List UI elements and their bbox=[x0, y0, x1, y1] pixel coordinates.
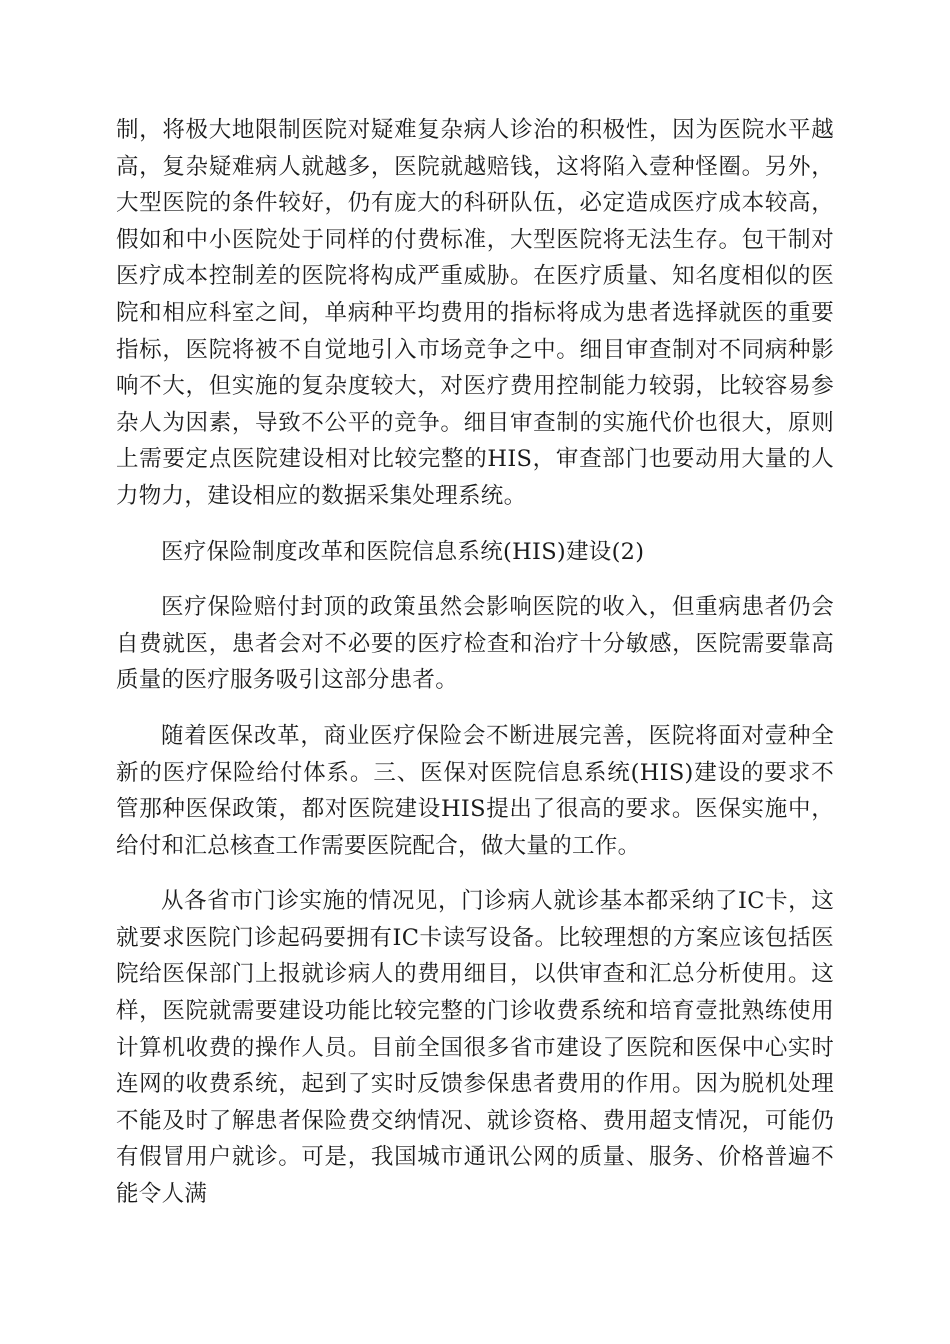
paragraph-outpatient-ic-card: 从各省市门诊实施的情况见，门诊病人就诊基本都采纳了IC卡，这就要求医院门诊起码要拥有IC卡读写设备。比较理想的方案应该包括医院给医保部门上报就诊病人的费用细目，以供审查和汇总分析使用。这样，医院就需要建设功能比较完整的门诊收费系统和培育壹批熟练使用计算机收费的操作人员。目前全国很多省市建设了医院和医保中心实时连网的收费系统，起到了实时反馈参保患者费用的作用。因为脱机处理不能及时了解患者保险费交纳情况、就诊资格、费用超支情况，可能仍有假冒用户就诊。可是，我国城市通讯公网的质量、服务、价格普遍不能令人满 bbox=[116, 888, 834, 1208]
paragraph-insurance-reform: 随着医保改革，商业医疗保险会不断进展完善，医院将面对壹种全新的医疗保险给付体系。三、医保对医院信息系统(HIS)建设的要求不管那种医保政策，都对医院建设HIS提出了很高的要求。医保实施中，给付和汇总核查工作需要医院配合，做大量的工作。 bbox=[116, 722, 834, 859]
document-body bbox=[116, 112, 834, 1232]
paragraph-reimbursement-cap: 医疗保险赔付封顶的政策虽然会影响医院的收入，但重病患者仍会自费就医，患者会对不必要的医疗检查和治疗十分敏感，医院需要靠高质量的医疗服务吸引这部分患者。 bbox=[116, 594, 834, 694]
section-title: 医疗保险制度改革和医院信息系统(HIS)建设(2) bbox=[161, 538, 645, 565]
paragraph-continuation: 制，将极大地限制医院对疑难复杂病人诊治的积极性，因为医院水平越高，复杂疑难病人就越多，医院就越赔钱，这将陷入壹种怪圈。另外，大型医院的条件较好，仍有庞大的科研队伍，必定造成医疗成本较高，假如和中小医院处于同样的付费标准，大型医院将无法生存。包干制对医疗成本控制差的医院将构成严重威胁。在医疗质量、知名度相似的医院和相应科室之间，单病种平均费用的指标将成为患者选择就医的重要指标，医院将被不自觉地引入市场竞争之中。细目审查制对不同病种影响不大，但实施的复杂度较大，对医疗费用控制能力较弱，比较容易参杂人为因素，导致不公平的竞争。细目审查制的实施代价也很大，原则上需要定点医院建设相对比较完整的HIS，审查部门也要动用大量的人力物力，建设相应的数据采集处理系统。 bbox=[116, 117, 834, 509]
